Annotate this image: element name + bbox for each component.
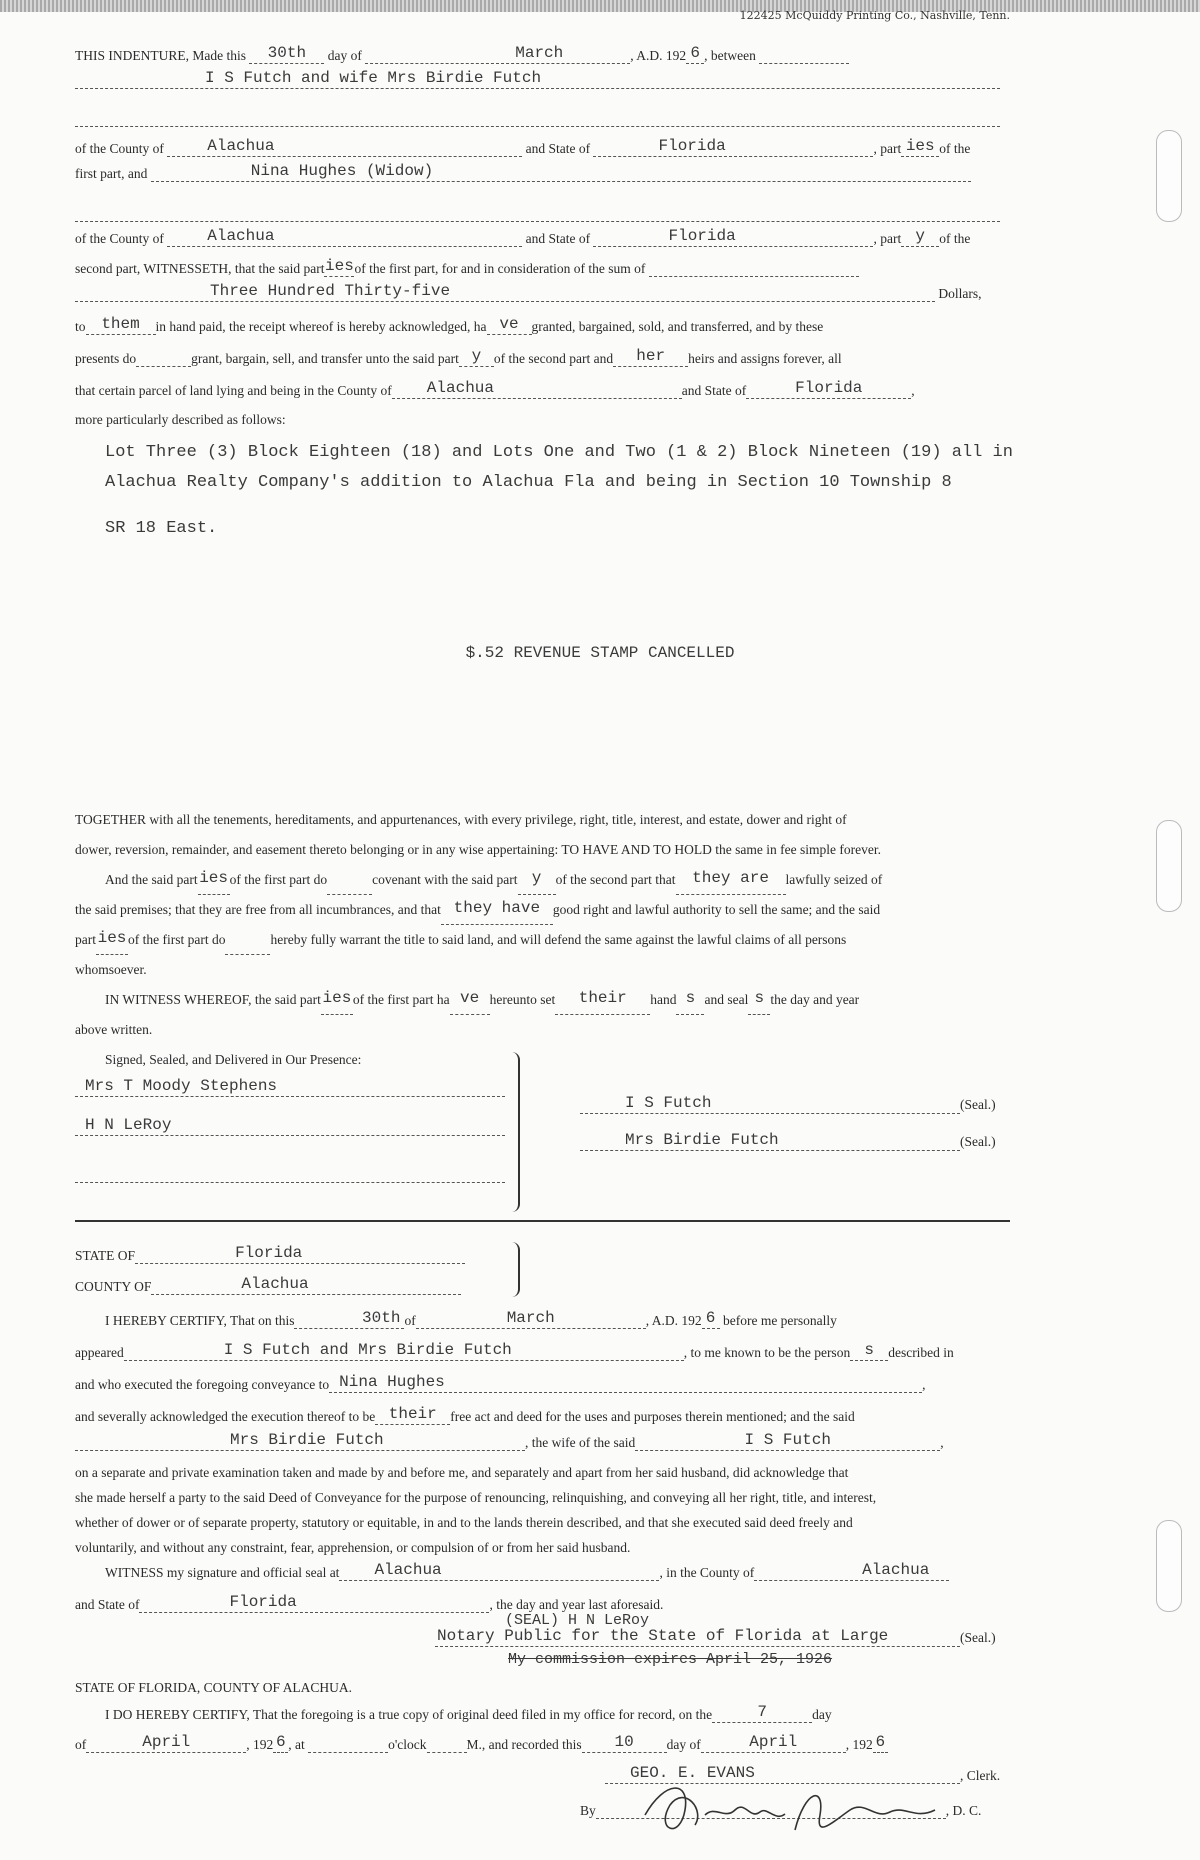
fill-blank bbox=[225, 936, 270, 955]
label: , the wife of the said bbox=[525, 1435, 636, 1450]
fill-place bbox=[339, 1562, 659, 1581]
text-line: she made herself a party to the said Deed of Conveyance for the purpose of renouncing, relinquishing, and conveying all her right, title, and interest, bbox=[75, 1490, 877, 1505]
label: the said premises; that they are free from all incumbrances, and that bbox=[75, 902, 441, 917]
sum-line bbox=[75, 283, 1005, 302]
fill-state bbox=[139, 1594, 489, 1613]
fill-state bbox=[135, 1245, 465, 1264]
fill-their bbox=[555, 989, 650, 1015]
seal-label: (Seal.) bbox=[960, 1134, 996, 1149]
value: Florida bbox=[668, 227, 736, 245]
recording-heading: STATE OF FLORIDA, COUNTY OF ALACHUA. bbox=[75, 1680, 353, 1695]
value: Alachua bbox=[207, 227, 275, 245]
value: ve bbox=[499, 315, 519, 333]
fill-wife bbox=[75, 1432, 525, 1451]
label: , 192 bbox=[845, 1737, 873, 1752]
value: y bbox=[915, 227, 926, 245]
fill-heirs bbox=[613, 348, 688, 367]
value: Alachua bbox=[241, 1275, 309, 1293]
premises-line bbox=[75, 895, 1010, 925]
label: , 192 bbox=[246, 1737, 274, 1752]
value: ies bbox=[905, 137, 935, 155]
label: Dollars, bbox=[938, 286, 982, 301]
parcel-line: that certain parcel of land lying and being in the County of Alachua and State of Florida , bbox=[75, 379, 915, 398]
label: day of bbox=[666, 1737, 701, 1752]
value: they are bbox=[692, 869, 769, 887]
recording-certify-line bbox=[75, 1704, 1035, 1723]
label: , D. C. bbox=[945, 1803, 982, 1818]
label: lawfully seized of bbox=[785, 872, 883, 887]
presence-label: Signed, Sealed, and Delivered in Our Presence: bbox=[105, 1052, 362, 1067]
fill-grantor-2 bbox=[580, 1132, 960, 1151]
witness-state-line bbox=[75, 1594, 1005, 1613]
label: more particularly described as follows: bbox=[75, 412, 286, 427]
fill-husband bbox=[635, 1432, 940, 1451]
label: of the second part and bbox=[493, 351, 614, 366]
value: 6 bbox=[705, 1309, 716, 1327]
fill-month bbox=[365, 45, 630, 64]
presents-line bbox=[75, 348, 1005, 367]
text-line: on a separate and private examination taken and made by and before me, and separately and apart from her said husband, did acknowledge that bbox=[75, 1465, 849, 1480]
label: IN WITNESS WHEREOF, the said part bbox=[105, 992, 321, 1007]
label: , part bbox=[873, 231, 902, 246]
fill-parcel-county bbox=[392, 380, 682, 399]
label: hereby fully warrant the title to said land, and will defend the same against the lawful claims of all persons bbox=[270, 932, 847, 947]
fill-blank bbox=[327, 876, 372, 895]
label: appeared bbox=[75, 1345, 124, 1360]
covenant-line bbox=[75, 865, 1010, 895]
text-line: voluntarily, and without any constraint, fear, apprehension, or compulsion of or from her said husband. bbox=[75, 1540, 631, 1555]
value: they have bbox=[453, 899, 541, 917]
value: Florida bbox=[235, 1244, 303, 1262]
severally-line bbox=[75, 1406, 1005, 1425]
value: ies bbox=[325, 257, 354, 275]
label: WITNESS my signature and official seal at bbox=[105, 1565, 340, 1580]
appeared-line bbox=[75, 1342, 1005, 1361]
grantee-county-line bbox=[75, 228, 1005, 247]
label: hereunto set bbox=[489, 992, 556, 1007]
fill-blank bbox=[427, 1734, 467, 1753]
label: and State of bbox=[525, 231, 591, 246]
label: covenant with the said part bbox=[372, 872, 518, 887]
fill-party bbox=[459, 348, 494, 367]
fill-party bbox=[198, 869, 230, 895]
label: the day and year bbox=[770, 992, 860, 1007]
value: April bbox=[142, 1733, 191, 1751]
label: good right and lawful authority to sell the same; and the said bbox=[552, 902, 881, 917]
fill-party bbox=[324, 258, 354, 277]
binder-hole bbox=[1156, 1520, 1182, 1612]
fill-their bbox=[375, 1406, 450, 1425]
value: ies bbox=[199, 869, 229, 887]
fill-county bbox=[151, 1276, 461, 1295]
value: I S Futch bbox=[744, 1431, 831, 1449]
examination-block bbox=[75, 1460, 1010, 1560]
grantor-county-line bbox=[75, 138, 1005, 157]
legal-description bbox=[105, 438, 1035, 544]
value: Three Hundred Thirty-five bbox=[210, 282, 451, 300]
value: Mrs Birdie Futch bbox=[230, 1431, 384, 1449]
label: , between bbox=[704, 48, 756, 63]
label: of the bbox=[939, 231, 971, 246]
fill-year bbox=[686, 45, 704, 64]
witness-signatures bbox=[75, 1078, 505, 1222]
label: of bbox=[75, 1737, 87, 1752]
fill-they-have bbox=[441, 899, 553, 925]
value: Florida bbox=[658, 137, 726, 155]
blank-line bbox=[75, 203, 1000, 222]
label: of bbox=[404, 1313, 416, 1328]
text-line: above written. bbox=[75, 1022, 153, 1037]
blank-line bbox=[75, 1164, 505, 1183]
fill-day bbox=[249, 45, 324, 64]
receipt-line bbox=[75, 316, 1005, 335]
label: in hand paid, the receipt whereof is hereby acknowledged, ha bbox=[155, 319, 487, 334]
label: presents do bbox=[75, 351, 137, 366]
fill-have bbox=[487, 316, 532, 335]
label: And the said part bbox=[105, 872, 198, 887]
section-divider bbox=[75, 1220, 1010, 1222]
warrant-line bbox=[75, 925, 1010, 955]
value: I S Futch and wife Mrs Birdie Futch bbox=[205, 69, 542, 87]
value: them bbox=[101, 315, 140, 333]
label: free act and deed for the uses and purposes therein mentioned; and the said bbox=[450, 1409, 855, 1424]
grantee-line bbox=[75, 163, 1005, 182]
value: ve bbox=[460, 989, 480, 1007]
ack-state-line bbox=[75, 1245, 525, 1264]
grantor-2-line bbox=[580, 1132, 1010, 1151]
witness-1-line bbox=[75, 1078, 505, 1097]
fill-notary bbox=[435, 1628, 960, 1647]
value: Alachua bbox=[374, 1561, 442, 1579]
fill-they-are bbox=[676, 869, 786, 895]
fill-month bbox=[701, 1734, 846, 1753]
value: Florida bbox=[795, 379, 863, 397]
fill-blank bbox=[308, 1734, 388, 1753]
fill-blank bbox=[759, 45, 849, 64]
value: Florida bbox=[229, 1593, 297, 1611]
fill-party bbox=[901, 138, 939, 157]
label: and State of bbox=[75, 1597, 140, 1612]
value: Mrs Birdie Futch bbox=[625, 1131, 779, 1149]
notary-seal: (SEAL) H N LeRoy bbox=[505, 1612, 650, 1629]
label: of the first part, for and in consideration of the sum of bbox=[354, 261, 646, 276]
label: of the bbox=[939, 141, 971, 156]
seal-label: (Seal.) bbox=[960, 1097, 996, 1112]
fill-state bbox=[593, 228, 873, 247]
label: , to me known to be the person bbox=[683, 1345, 851, 1360]
value: y bbox=[471, 347, 482, 365]
commission-expiry: My commission expires April 25, 1926 bbox=[508, 1651, 833, 1668]
value: Mrs T Moody Stephens bbox=[85, 1077, 278, 1095]
label: , in the County of bbox=[659, 1565, 755, 1580]
fill-month bbox=[416, 1310, 646, 1329]
fill-s bbox=[748, 989, 770, 1015]
label: STATE OF bbox=[75, 1248, 136, 1263]
value: April bbox=[749, 1733, 798, 1751]
label: of the County of bbox=[75, 141, 164, 156]
fill-day bbox=[712, 1704, 812, 1723]
label: COUNTY OF bbox=[75, 1279, 152, 1294]
grantor-signatures bbox=[580, 1095, 1010, 1151]
value: s bbox=[685, 989, 696, 1007]
label: of the second part that bbox=[555, 872, 676, 887]
described-line bbox=[75, 412, 1005, 428]
fill-party bbox=[901, 228, 939, 247]
fill-appeared bbox=[124, 1342, 684, 1361]
label: heirs and assigns forever, all bbox=[688, 351, 842, 366]
executed-line: and who executed the foregoing conveyance to Nina Hughes , bbox=[75, 1373, 926, 1392]
witnesseth-line bbox=[75, 258, 1005, 277]
value: 7 bbox=[757, 1703, 767, 1721]
value: their bbox=[388, 1405, 437, 1423]
notary-line bbox=[435, 1628, 996, 1647]
label: day bbox=[812, 1707, 832, 1722]
label: I DO HEREBY CERTIFY, That the foregoing is a true copy of original deed filed in my office for record, on the bbox=[105, 1707, 713, 1722]
grantors-line bbox=[75, 70, 1005, 89]
bracket bbox=[500, 1242, 520, 1297]
binder-hole bbox=[1156, 820, 1182, 912]
fill-blank bbox=[136, 348, 191, 367]
value: March bbox=[515, 44, 564, 62]
value: ies bbox=[322, 989, 352, 1007]
label: of the County of bbox=[75, 231, 164, 246]
value: s bbox=[864, 1341, 874, 1359]
label: of the first part do bbox=[229, 872, 328, 887]
value: I S Futch and Mrs Birdie Futch bbox=[223, 1341, 512, 1359]
certify-line bbox=[75, 1310, 1035, 1329]
label: , at bbox=[288, 1737, 305, 1752]
value: her bbox=[636, 347, 666, 365]
label: and State of bbox=[525, 141, 591, 156]
fill-month bbox=[86, 1734, 246, 1753]
value: GEO. E. EVANS bbox=[630, 1764, 755, 1782]
label: and State of bbox=[681, 383, 747, 398]
label: part bbox=[75, 932, 96, 947]
value: their bbox=[578, 989, 627, 1007]
label: I HEREBY CERTIFY, That on this bbox=[105, 1313, 295, 1328]
value: y bbox=[531, 869, 542, 887]
label: , part bbox=[873, 141, 902, 156]
fill-day bbox=[582, 1734, 667, 1753]
value: March bbox=[506, 1309, 555, 1327]
label: that certain parcel of land lying and being in the County of bbox=[75, 383, 392, 398]
label: M., and recorded this bbox=[466, 1737, 582, 1752]
label: and who executed the foregoing conveyance to bbox=[75, 1377, 330, 1392]
seal-label: (Seal.) bbox=[960, 1630, 996, 1645]
fill-grantee bbox=[151, 163, 971, 182]
value: Alachua bbox=[207, 137, 275, 155]
value: Nina Hughes (Widow) bbox=[250, 162, 434, 180]
fill-grantors bbox=[75, 70, 1000, 89]
text-line: whomsoever. bbox=[75, 962, 147, 977]
legal-line: Lot Three (3) Block Eighteen (18) and Lots One and Two (1 & 2) Block Nineteen (19) all in bbox=[105, 443, 1013, 462]
ack-county-line bbox=[75, 1276, 525, 1295]
value: Alachua bbox=[862, 1561, 930, 1579]
habendum-block bbox=[75, 805, 1010, 1045]
value: H N LeRoy bbox=[85, 1116, 172, 1134]
label: first part, and bbox=[75, 166, 148, 181]
value: ies bbox=[97, 929, 127, 947]
signature-stroke bbox=[645, 1788, 935, 1830]
text-line: TOGETHER with all the tenements, hereditaments, and appurtenances, with every privilege, right, title, interest, and estate, dower and right of bbox=[75, 812, 847, 827]
value: s bbox=[754, 989, 765, 1007]
label: , the day and year last aforesaid. bbox=[489, 1597, 664, 1612]
blank-line bbox=[75, 108, 1000, 127]
label: to bbox=[75, 319, 86, 334]
revenue-stamp-note: $.52 REVENUE STAMP CANCELLED bbox=[465, 644, 735, 662]
label: grant, bargain, sell, and transfer unto the said part bbox=[191, 351, 459, 366]
fill-sum bbox=[75, 283, 935, 302]
fill-state bbox=[593, 138, 873, 157]
value: 10 bbox=[614, 1733, 634, 1751]
fill-county bbox=[167, 228, 522, 247]
label: second part, WITNESSETH, that the said part bbox=[75, 261, 325, 276]
legal-line: SR 18 East. bbox=[105, 519, 218, 538]
fill-grantor-1 bbox=[580, 1095, 960, 1114]
fill-year bbox=[873, 1734, 888, 1753]
value: 6 bbox=[875, 1733, 886, 1751]
label: , Clerk. bbox=[960, 1768, 1001, 1783]
witness-whereof-line bbox=[75, 985, 1010, 1015]
indenture-date-line bbox=[75, 45, 1005, 64]
label: day of bbox=[327, 48, 362, 63]
fill-blank bbox=[649, 258, 859, 277]
fill-s bbox=[676, 989, 704, 1015]
fill-to bbox=[86, 316, 156, 335]
witness-2-line bbox=[75, 1117, 505, 1136]
label: before me personally bbox=[722, 1313, 837, 1328]
label: hand bbox=[650, 992, 677, 1007]
page-top-edge bbox=[0, 0, 1200, 12]
label: of the first part do bbox=[128, 932, 226, 947]
grantor-1-line bbox=[580, 1095, 1010, 1114]
fill-executed-to bbox=[329, 1374, 922, 1393]
fill-county bbox=[754, 1562, 949, 1581]
value: Notary Public for the State of Florida at Large bbox=[437, 1627, 889, 1645]
label: described in bbox=[888, 1345, 954, 1360]
fill-year bbox=[273, 1734, 288, 1753]
label: THIS INDENTURE, Made this bbox=[75, 48, 246, 63]
label: , A.D. 192 bbox=[645, 1313, 702, 1328]
fill-parcel-state bbox=[746, 380, 911, 399]
value: 6 bbox=[275, 1733, 286, 1751]
legal-line: Alachua Realty Company's addition to Alachua Fla and being in Section 10 Township 8 bbox=[105, 473, 952, 492]
value: Nina Hughes bbox=[339, 1373, 445, 1391]
witness-seal-line bbox=[75, 1562, 1035, 1581]
label: o'clock bbox=[388, 1737, 427, 1752]
printer-imprint: 122425 McQuiddy Printing Co., Nashville, Tenn. bbox=[739, 9, 1010, 22]
value: Alachua bbox=[426, 379, 495, 397]
label: granted, bargained, sold, and transferred, and by these bbox=[531, 319, 824, 334]
bracket bbox=[498, 1052, 520, 1212]
label: By bbox=[580, 1803, 596, 1818]
label: and severally acknowledged the execution thereof to be bbox=[75, 1409, 376, 1424]
value: 6 bbox=[690, 44, 700, 62]
fill-party bbox=[96, 929, 128, 955]
recording-date-line bbox=[75, 1734, 1005, 1753]
label: , A.D. 192 bbox=[630, 48, 687, 63]
binder-hole bbox=[1156, 130, 1182, 222]
fill-day bbox=[294, 1310, 404, 1329]
text-line: whether of dower or of separate property, statutory or equitable, in and to the lands therein described, and that she executed said deed freely and bbox=[75, 1515, 853, 1530]
fill-year bbox=[702, 1310, 720, 1329]
value: 30th bbox=[362, 1309, 401, 1327]
label: and seal bbox=[704, 992, 749, 1007]
deputy-signature bbox=[635, 1770, 965, 1850]
wife-line: Mrs Birdie Futch , the wife of the said I S Futch , bbox=[75, 1432, 1005, 1451]
fill-have bbox=[450, 989, 490, 1015]
value: 30th bbox=[267, 44, 307, 62]
fill-s bbox=[850, 1342, 888, 1361]
value: I S Futch bbox=[625, 1094, 712, 1112]
fill-county bbox=[167, 138, 522, 157]
text-line: dower, reversion, remainder, and easement thereto belonging or in any wise appertaining: TO HAVE AND TO HOLD the same in fee simple forever. bbox=[75, 842, 881, 857]
fill-party bbox=[321, 989, 353, 1015]
label: of the first part ha bbox=[352, 992, 450, 1007]
